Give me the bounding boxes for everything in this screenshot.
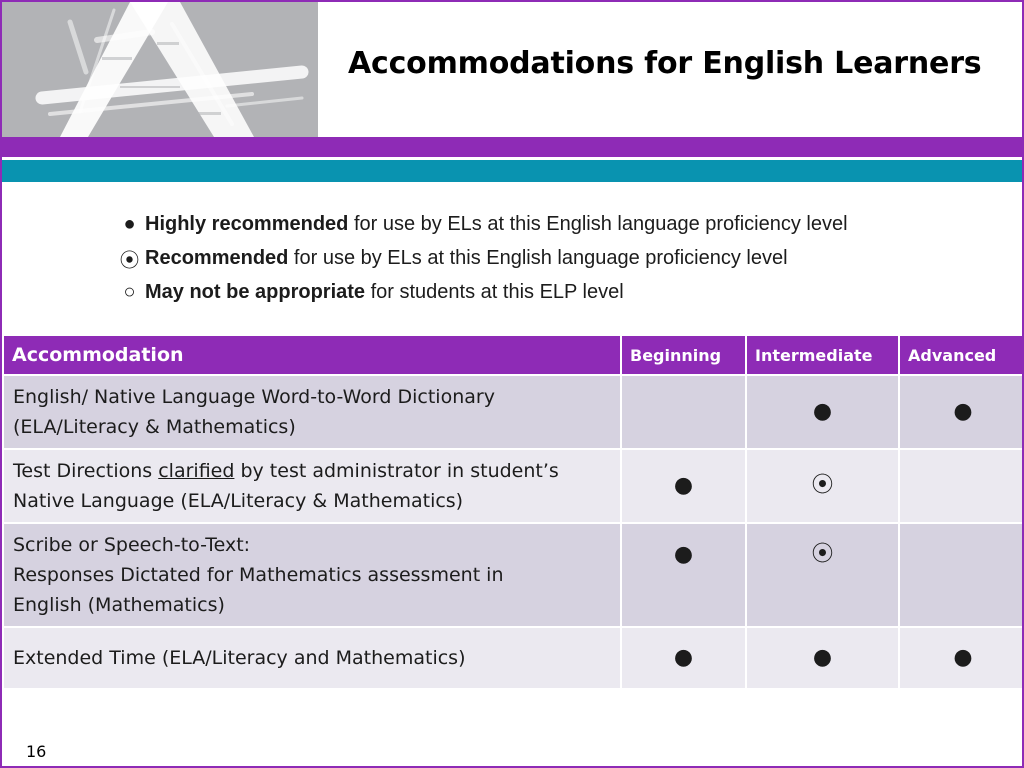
filled-circle-icon: ● — [673, 542, 694, 567]
accommodation-text: Test Directions — [13, 460, 159, 482]
column-header-advanced: Advanced — [899, 335, 1024, 375]
table-row — [3, 449, 1024, 523]
dotted-circle-icon: ⦿ — [811, 473, 834, 498]
legend-description: for students at this ELP level — [365, 280, 624, 303]
column-header-accommodation: Accommodation — [3, 335, 621, 375]
legend-term: May not be appropriate — [145, 280, 366, 303]
intermediate-cell — [746, 523, 899, 627]
dotted-circle-icon: ⦿ — [119, 249, 140, 272]
table-row — [3, 523, 1024, 627]
beginning-cell — [621, 375, 746, 449]
dotted-circle-icon: ⦿ — [811, 542, 834, 567]
accommodation-cell — [3, 375, 621, 449]
column-header-intermediate: Intermediate — [746, 335, 899, 375]
table-row — [3, 627, 1024, 689]
accommodation-text: English (Mathematics) — [13, 594, 225, 616]
accommodation-cell — [3, 627, 621, 689]
empty-circle-icon: ○ — [123, 280, 136, 303]
accommodation-text: Scribe or Speech-to-Text: — [13, 534, 251, 556]
legend-item-highly-recommended — [114, 207, 848, 241]
advanced-cell — [899, 449, 1024, 523]
filled-circle-icon: ● — [673, 645, 694, 670]
accommodations-table — [2, 334, 1024, 690]
accommodation-cell — [3, 449, 621, 523]
accommodation-text: by test administrator in student’s — [234, 460, 559, 482]
advanced-cell — [899, 375, 1024, 449]
accommodation-text: Native Language (ELA/Literacy & Mathematics) — [13, 490, 464, 512]
table-header-row — [3, 335, 1024, 375]
beginning-cell — [621, 627, 746, 689]
accommodation-text-underlined: clarified — [158, 460, 235, 482]
legend-description: for use by ELs at this English language proficiency level — [348, 212, 848, 235]
intermediate-cell — [746, 627, 899, 689]
filled-circle-icon: ● — [123, 212, 136, 235]
legend-term: Highly recommended — [145, 212, 349, 235]
legend-description: for use by ELs at this English language proficiency level — [288, 246, 788, 269]
legend-item-recommended — [114, 241, 848, 275]
legend — [114, 207, 848, 309]
accommodation-text: (ELA/Literacy & Mathematics) — [13, 416, 296, 438]
brand-logo — [2, 2, 318, 137]
page-title: Accommodations for English Learners — [348, 46, 982, 81]
intermediate-cell — [746, 375, 899, 449]
header-band-purple — [2, 137, 1024, 157]
intermediate-cell — [746, 449, 899, 523]
accommodation-text: English/ Native Language Word-to-Word Dictionary — [13, 386, 495, 408]
accommodation-text: Extended Time (ELA/Literacy and Mathematics) — [13, 647, 466, 669]
advanced-cell — [899, 523, 1024, 627]
header-band-teal — [2, 160, 1024, 182]
accommodation-cell — [3, 523, 621, 627]
filled-circle-icon: ● — [953, 645, 973, 670]
accommodation-text: Responses Dictated for Mathematics assessment in — [13, 564, 504, 586]
legend-term: Recommended — [145, 246, 289, 269]
filled-circle-icon: ● — [812, 399, 833, 424]
column-header-beginning: Beginning — [621, 335, 746, 375]
beginning-cell — [621, 449, 746, 523]
filled-circle-icon: ● — [812, 645, 833, 670]
beginning-cell — [621, 523, 746, 627]
filled-circle-icon: ● — [673, 473, 694, 498]
table-row — [3, 375, 1024, 449]
letter-a-logo-icon — [2, 2, 318, 137]
advanced-cell — [899, 627, 1024, 689]
page-number: 16 — [26, 742, 47, 761]
legend-item-may-not-be-appropriate — [114, 275, 848, 309]
filled-circle-icon: ● — [953, 399, 973, 424]
